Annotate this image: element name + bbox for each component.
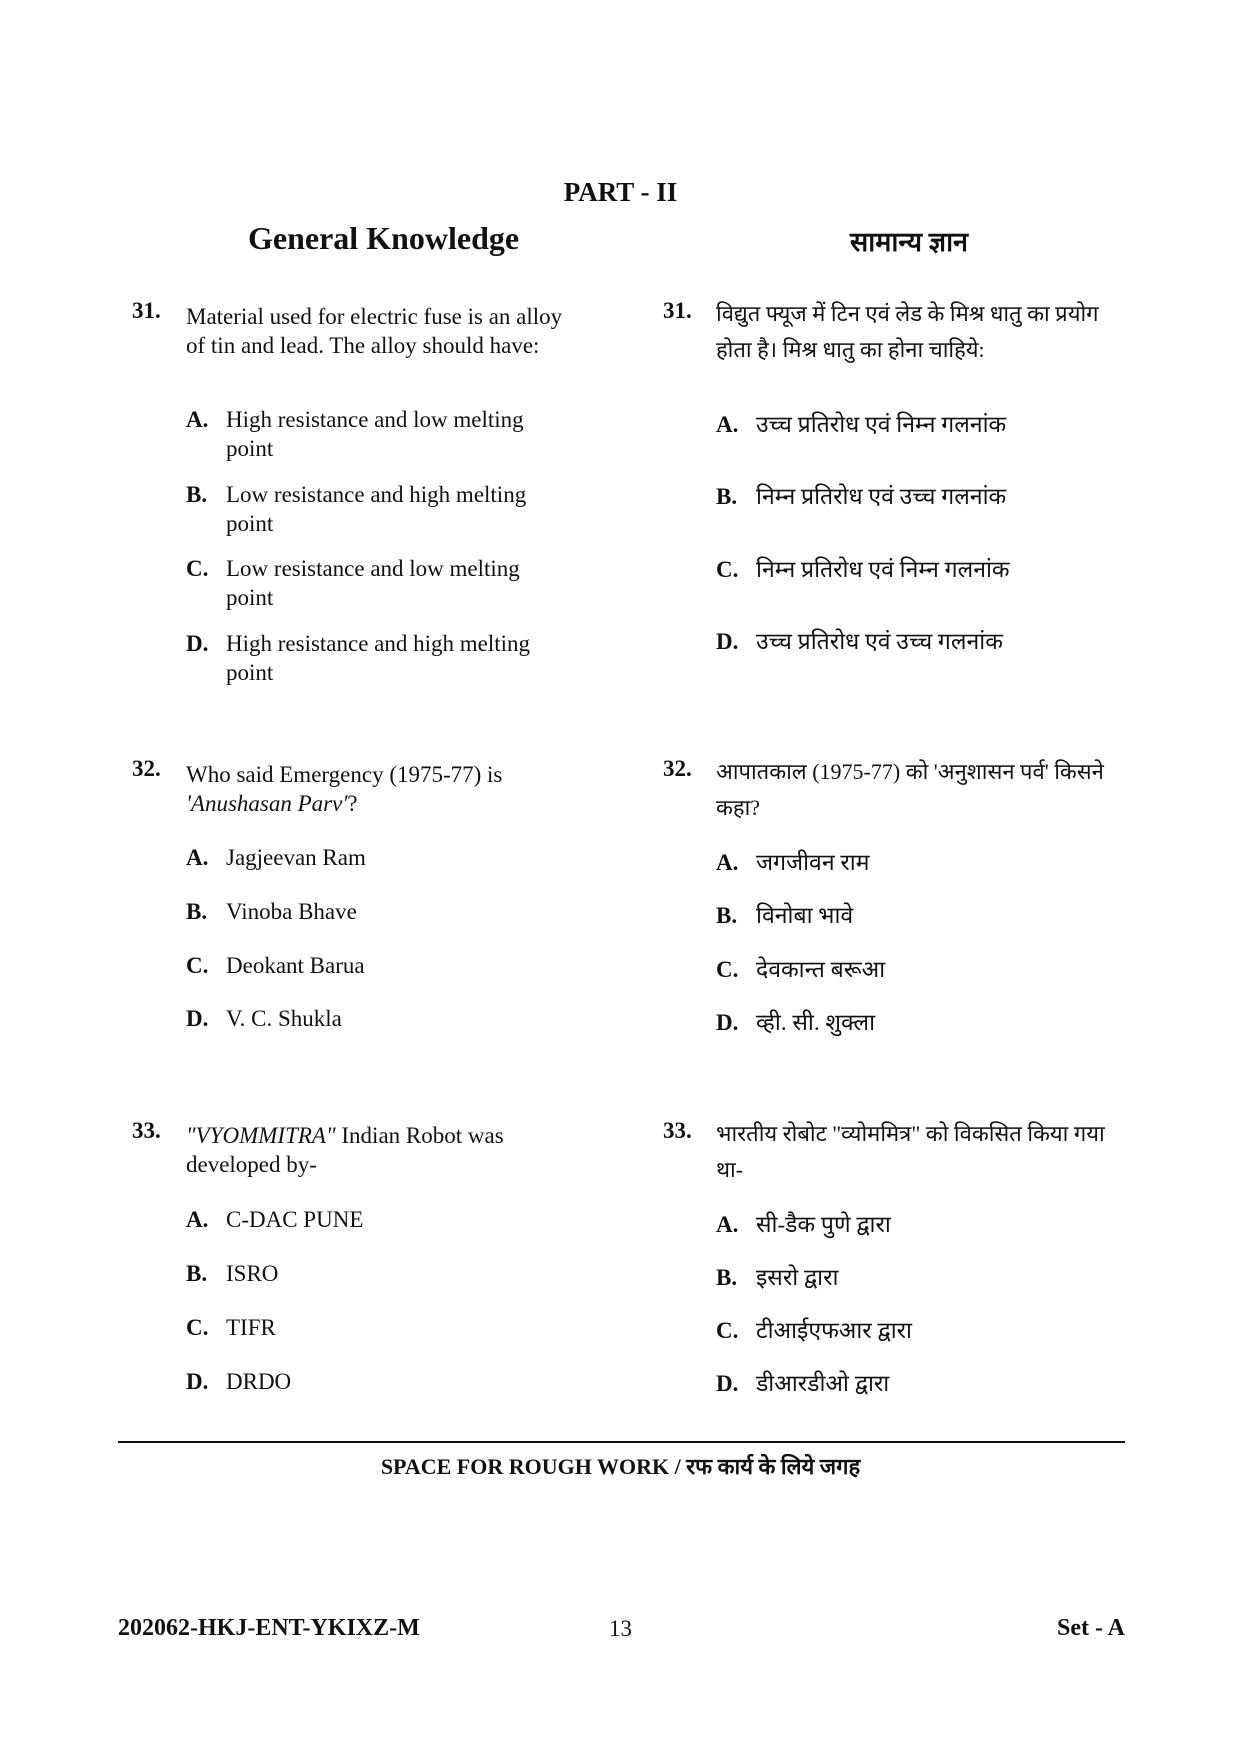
option-letter: A. — [186, 407, 209, 432]
option-hi — [716, 1263, 839, 1292]
option-en — [186, 1313, 276, 1342]
rough-work-label: SPACE FOR ROUGH WORK / रफ कार्य के लिये जगह — [380, 1454, 861, 1479]
option-en — [186, 843, 366, 872]
divider-rule — [118, 1441, 1125, 1443]
option-text: ISRO — [226, 1261, 279, 1286]
option-letter: D. — [186, 631, 209, 656]
question-text-hi: भारतीय रोबोट "व्योममित्र" को विकसित किया गया था- — [716, 1121, 1105, 1182]
option-en — [186, 1004, 342, 1033]
option-text: High resistance and low melting point — [226, 407, 524, 461]
option-letter: D. — [186, 1006, 209, 1031]
option-hi — [716, 482, 1006, 511]
question-number-hi: 32. — [663, 756, 692, 781]
option-letter: C. — [186, 556, 209, 581]
option-letter: D. — [716, 1371, 739, 1396]
option-hi — [716, 555, 1010, 584]
question-text-part: Who said Emergency (1975-77) is — [186, 762, 503, 787]
question-number-en: 31. — [132, 298, 161, 323]
option-text: डीआरडीओ द्वारा — [756, 1371, 890, 1396]
option-en — [186, 1259, 278, 1288]
paper-code: 202062-HKJ-ENT-YKIXZ-M — [118, 1615, 420, 1641]
option-hi — [716, 955, 885, 984]
section-title-hindi: सामान्य ज्ञान — [850, 227, 969, 257]
question-number-hi: 31. — [663, 298, 692, 323]
option-letter: D. — [186, 1369, 209, 1394]
option-hi — [716, 1008, 875, 1037]
option-letter: B. — [716, 1265, 738, 1290]
option-text: उच्च प्रतिरोध एवं उच्च गलनांक — [756, 629, 1003, 654]
option-letter: B. — [186, 899, 208, 924]
option-text: सी-डैक पुणे द्वारा — [756, 1212, 891, 1237]
question-text-en — [186, 1121, 581, 1179]
option-en — [186, 554, 566, 612]
option-hi — [716, 901, 853, 930]
option-hi — [716, 627, 1003, 656]
option-text: TIFR — [226, 1315, 276, 1340]
option-letter: A. — [716, 412, 739, 437]
option-letter: C. — [186, 953, 209, 978]
option-hi — [716, 1369, 889, 1398]
question-text-hi: आपातकाल (1975-77) को 'अनुशासन पर्व' किसने कहा? — [716, 759, 1104, 820]
option-text: Deokant Barua — [226, 953, 365, 978]
option-text: निम्न प्रतिरोध एवं उच्च गलनांक — [756, 484, 1007, 509]
option-letter: C. — [716, 557, 739, 582]
question-number-hi: 33. — [663, 1118, 692, 1143]
option-letter: A. — [716, 1212, 739, 1237]
question-text-part: Indian Robot was developed by- — [186, 1123, 504, 1177]
option-text: DRDO — [226, 1369, 292, 1394]
option-text: उच्च प्रतिरोध एवं निम्न गलनांक — [756, 412, 1007, 437]
option-hi — [716, 410, 1006, 439]
option-letter: A. — [186, 1207, 209, 1232]
option-letter: A. — [186, 845, 209, 870]
option-text: व्ही. सी. शुक्ला — [756, 1010, 876, 1035]
section-title-english: General Knowledge — [248, 220, 520, 256]
option-hi — [716, 1210, 891, 1239]
option-text: High resistance and high melting point — [226, 631, 531, 685]
option-en — [186, 1367, 291, 1396]
option-text: Low resistance and low melting point — [226, 556, 520, 610]
option-letter: B. — [716, 903, 738, 928]
option-text: Vinoba Bhave — [226, 899, 357, 924]
option-text: विनोबा भावे — [756, 903, 854, 928]
question-text-italic: "VYOMMITRA" — [186, 1123, 336, 1148]
option-text: देवकान्त बरूआ — [756, 957, 886, 982]
option-letter: C. — [716, 1318, 739, 1343]
option-text: इसरो द्वारा — [756, 1265, 839, 1290]
option-letter: B. — [186, 482, 208, 507]
option-hi — [716, 848, 869, 877]
option-text: जगजीवन राम — [756, 850, 870, 875]
set-label: Set - A — [1057, 1615, 1125, 1641]
part-heading: PART - II — [563, 177, 678, 207]
question-text-hi: विद्युत फ्यूज में टिन एवं लेड के मिश्र धातु का प्रयोग होता है। मिश्र धातु का होना चाहिये: — [716, 301, 1099, 362]
option-text: Low resistance and high melting point — [226, 482, 527, 536]
option-en — [186, 480, 566, 538]
option-en — [186, 951, 365, 980]
question-number-en: 32. — [132, 756, 161, 781]
option-text: C-DAC PUNE — [226, 1207, 364, 1232]
question-text-part: ? — [347, 791, 358, 816]
option-hi — [716, 1316, 912, 1345]
option-text: निम्न प्रतिरोध एवं निम्न गलनांक — [756, 557, 1010, 582]
option-en — [186, 629, 566, 687]
question-text-en: Material used for electric fuse is an alloy of tin and lead. The alloy should have: — [186, 304, 563, 358]
option-text: टीआईएफआर द्वारा — [756, 1318, 913, 1343]
page-number: 13 — [609, 1616, 632, 1641]
option-letter: B. — [186, 1261, 208, 1286]
option-letter: C. — [716, 957, 739, 982]
question-text-italic: 'Anushasan Parv' — [186, 791, 348, 816]
option-text: V. C. Shukla — [226, 1006, 342, 1031]
option-letter: D. — [716, 629, 739, 654]
option-letter: B. — [716, 484, 738, 509]
question-number-en: 33. — [132, 1118, 161, 1143]
question-text-en — [186, 760, 581, 818]
option-en — [186, 897, 357, 926]
option-letter: C. — [186, 1315, 209, 1340]
option-en — [186, 405, 566, 463]
option-letter: D. — [716, 1010, 739, 1035]
option-letter: A. — [716, 850, 739, 875]
option-text: Jagjeevan Ram — [226, 845, 366, 870]
option-en — [186, 1205, 363, 1234]
